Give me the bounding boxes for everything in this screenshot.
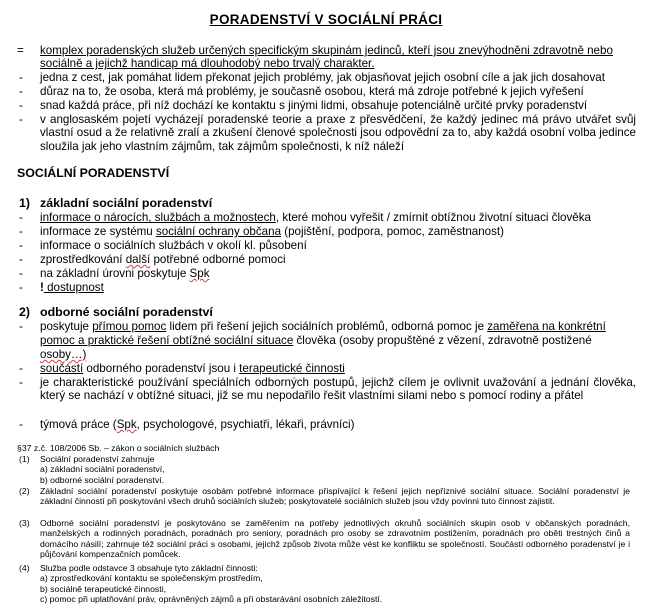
bullet-marker: -: [19, 362, 23, 375]
expert-heading: odborné sociální poradenství: [40, 305, 213, 319]
law-paragraph-number: (1): [19, 454, 30, 464]
bullet-marker: -: [19, 211, 23, 224]
bullet-marker: -: [19, 85, 23, 98]
bullet-marker: -: [19, 225, 23, 238]
law-paragraph-4: Služba podle odstavce 3 obsahuje tyto základní činnosti: a) zprostředkování kontaktu se společenským prostředím, b) sociálně terapeutické činnosti, c) pomoc při uplatňování práv, oprávněných zájmů a při obstarávání osobních záležitostí.: [40, 563, 383, 605]
expert-item-1-line-3: osoby…): [40, 348, 87, 361]
law-paragraph-number: (3): [19, 518, 30, 528]
intro-bullet-2: důraz na to, že osoba, která má problémy, je současně osobou, která má zdroje potřebné k jejich vyřešení: [40, 85, 584, 98]
basic-item-6: ! dostupnost: [40, 281, 104, 294]
expert-item-2: součástí odborného poradenství jsou i terapeutické činnosti: [40, 362, 345, 375]
law-paragraph-number: (4): [19, 563, 30, 573]
section-heading: SOCIÁLNÍ PORADENSTVÍ: [17, 166, 170, 180]
bullet-marker: -: [19, 253, 23, 266]
bullet-marker: -: [19, 267, 23, 280]
basic-number: 1): [19, 196, 31, 210]
expert-item-1-line-1: poskytuje přímou pomoc lidem při řešení jejich sociálních problémů, odborná pomoc je zaměřena na konkrétní: [40, 320, 606, 333]
law-paragraph-3: Odborné sociální poradenství je poskytováno se zaměřením na potřeby jednotlivých okruhů sociálních skupin osob v občanských poradnách, manželských a rodinných poradnách, poradnách pro seniory, poradnách pro osoby se zdravotním postižením, poradnách pro oběti trestných činů a domácího násilí; zahrnuje též sociální práci s osobami, jejichž způsob života může vést ke konfliktu se společností. Součástí odborného poradenství je i půjčování kompenzačních pomůcek.: [40, 518, 630, 560]
bullet-marker: -: [19, 113, 23, 126]
intro-bullet-3: snad každá práce, při níž dochází ke kontaktu s jinými lidmi, obsahuje potenciálně určité prvky poradenství: [40, 99, 588, 112]
law-heading: §37 z.č. 108/2006 Sb. – zákon o sociálních službách: [17, 443, 220, 453]
definition-marker: =: [17, 44, 24, 57]
document-title: PORADENSTVÍ V SOCIÁLNÍ PRÁCI: [209, 12, 443, 27]
basic-item-2: informace ze systému sociální ochrany občana (pojištění, podpora, pomoc, zaměstnanost): [40, 225, 505, 238]
law-paragraph-1: Sociální poradenství zahrnuje a) základní sociální poradenství, b) odborné sociální poradenství.: [40, 454, 165, 485]
expert-item-3: je charakteristické používání speciálních odborných postupů, jejichž cílem je ovlivnit uvažování a jednání člověka, který se nachází v obtížné situaci, již se mu nepodařilo řešit vlastními silami nebo s pomocí rodiny a přátel: [40, 376, 636, 403]
bullet-marker: -: [19, 239, 23, 252]
bullet-marker: -: [19, 71, 23, 84]
expert-number: 2): [19, 305, 31, 319]
basic-heading: základní sociální poradenství: [40, 196, 213, 210]
law-paragraph-number: (2): [19, 486, 30, 496]
intro-bullet-4: v anglosaském pojetí vycházejí poradenské teorie a praxe z přesvědčení, že každý jedinec má právo utvářet svůj vlastní osud a že relativně zralí a zkušení členové společnosti jsou odpovědní za to, aby každá osobní volba jedince sloužila jak jeho vlastním zájmům, tak zájmům společnosti, k níž náleží: [40, 113, 636, 153]
definition-text: komplex poradenských služeb určených specifickým skupinám jedinců, kteří jsou znevýhodněni zdravotně nebo sociálně a jejichž handicap má dlouhodobý nebo trvalý charakter.: [40, 44, 613, 71]
basic-item-3: informace o sociálních službách v okolí kl. působení: [40, 239, 307, 252]
intro-bullet-1: jedna z cest, jak pomáhat lidem překonat jejich problémy, jak objasňovat jejich osobní cíle a jak jich dosahovat: [40, 71, 605, 84]
bullet-marker: -: [19, 320, 23, 333]
basic-item-5: na základní úrovni poskytuje Spk: [40, 267, 210, 280]
basic-item-4: zprostředkování další potřebné odborné pomoci: [40, 253, 286, 266]
expert-item-1-line-2: pomoc a praktické řešení obtížné sociální situace člověka (osoby propuštěné z vězení, zdravotně postižené: [40, 334, 592, 347]
expert-item-4: týmová práce (Spk, psychologové, psychiatři, lékaři, právníci): [40, 418, 355, 431]
bullet-marker: -: [19, 99, 23, 112]
basic-item-1: informace o nárocích, službách a možnostech, které mohou vyřešit / zmírnit obtížnou životní situaci člověka: [40, 211, 591, 224]
law-paragraph-2: Základní sociální poradenství poskytuje osobám potřebné informace přispívající k řešení jejich nepříznivé sociální situace. Sociální poradenství je základní činností při poskytování všech druhů sociálních služeb; poskytovatelé sociálních služeb jsou vždy povinni tuto činnost zajistit.: [40, 486, 630, 507]
bullet-marker: -: [19, 376, 23, 389]
bullet-marker: -: [19, 281, 23, 294]
bullet-marker: -: [19, 418, 23, 431]
